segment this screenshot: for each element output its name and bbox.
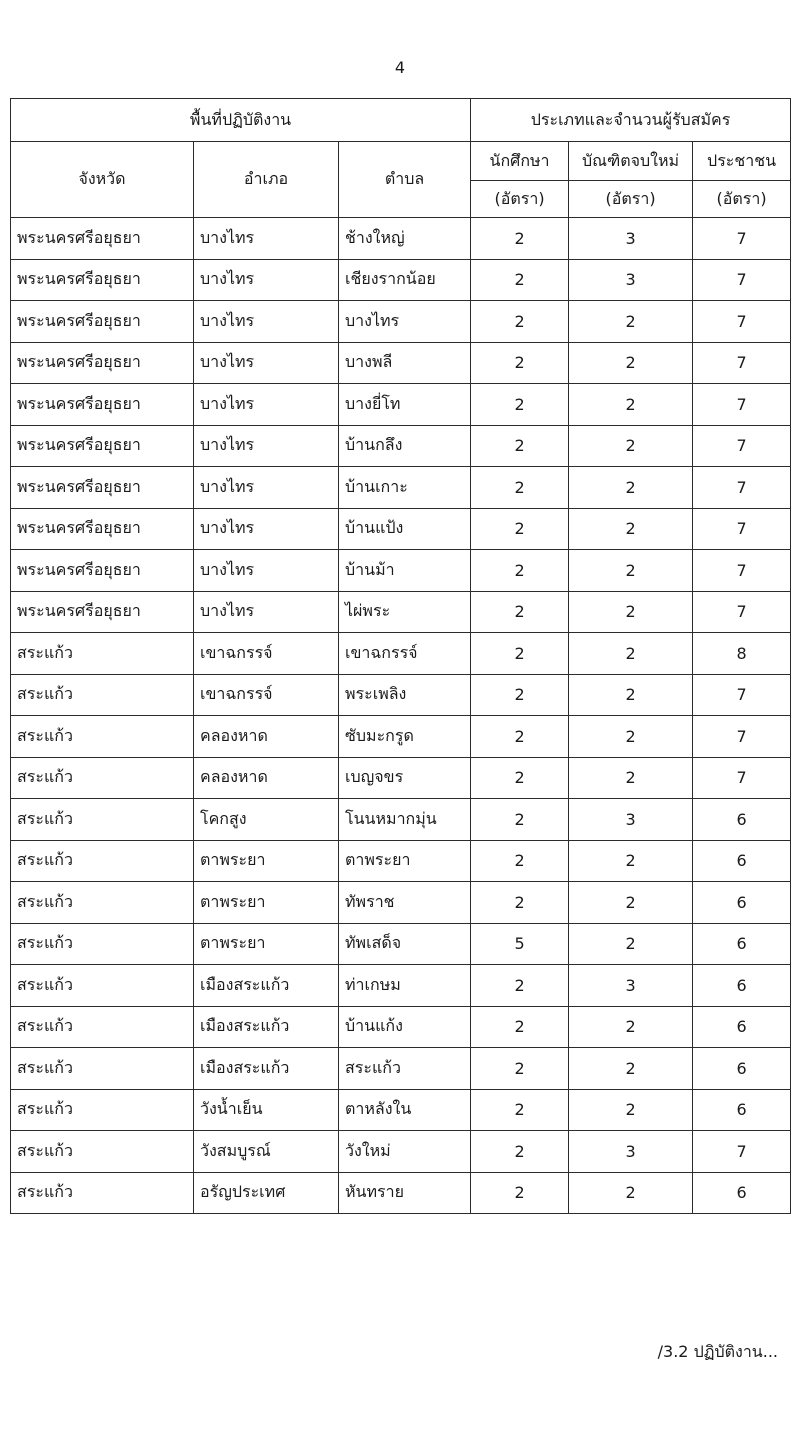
cell-province: พระนครศรีอยุธยา (11, 508, 194, 550)
cell-province: สระแก้ว (11, 840, 194, 882)
cell-student: 2 (471, 1006, 569, 1048)
cell-subdistrict: ท่าเกษม (339, 965, 471, 1007)
page-number: 4 (394, 58, 406, 77)
table-row (11, 757, 791, 799)
cell-student: 2 (471, 1172, 569, 1214)
cell-student: 2 (471, 342, 569, 384)
cell-citizen: 6 (693, 965, 791, 1007)
table-row (11, 1172, 791, 1214)
cell-citizen: 7 (693, 550, 791, 592)
cell-district: เมืองสระแก้ว (194, 965, 339, 1007)
cell-citizen: 7 (693, 384, 791, 426)
table-row (11, 550, 791, 592)
cell-district: บางไทร (194, 301, 339, 343)
cell-graduate: 2 (569, 840, 693, 882)
table-row (11, 882, 791, 924)
cell-province: พระนครศรีอยุธยา (11, 467, 194, 509)
cell-subdistrict: ตาพระยา (339, 840, 471, 882)
cell-graduate: 3 (569, 1131, 693, 1173)
cell-citizen: 7 (693, 467, 791, 509)
cell-subdistrict: เชียงรากน้อย (339, 259, 471, 301)
cell-district: เขาฉกรรจ์ (194, 674, 339, 716)
cell-subdistrict: สระแก้ว (339, 1048, 471, 1090)
cell-citizen: 7 (693, 259, 791, 301)
table-row (11, 425, 791, 467)
cell-graduate: 2 (569, 674, 693, 716)
cell-province: สระแก้ว (11, 965, 194, 1007)
table-row (11, 633, 791, 675)
cell-province: สระแก้ว (11, 1006, 194, 1048)
table-row (11, 799, 791, 841)
table-row (11, 467, 791, 509)
cell-citizen: 7 (693, 508, 791, 550)
table-row (11, 342, 791, 384)
cell-student: 2 (471, 716, 569, 758)
cell-graduate: 2 (569, 467, 693, 509)
cell-graduate: 2 (569, 882, 693, 924)
cell-citizen: 6 (693, 882, 791, 924)
cell-district: เขาฉกรรจ์ (194, 633, 339, 675)
cell-student: 2 (471, 840, 569, 882)
cell-citizen: 6 (693, 923, 791, 965)
cell-student: 2 (471, 425, 569, 467)
table-row (11, 591, 791, 633)
table-row (11, 384, 791, 426)
cell-district: คลองหาด (194, 757, 339, 799)
cell-graduate: 3 (569, 965, 693, 1007)
cell-student: 2 (471, 467, 569, 509)
cell-province: พระนครศรีอยุธยา (11, 218, 194, 260)
header-graduate-rate: (อัตรา) (569, 181, 693, 218)
cell-subdistrict: ทัพราช (339, 882, 471, 924)
cell-province: สระแก้ว (11, 633, 194, 675)
cell-subdistrict: บางไทร (339, 301, 471, 343)
table-row (11, 301, 791, 343)
cell-subdistrict: บ้านม้า (339, 550, 471, 592)
cell-district: บางไทร (194, 467, 339, 509)
cell-district: เมืองสระแก้ว (194, 1048, 339, 1090)
cell-graduate: 2 (569, 425, 693, 467)
cell-citizen: 7 (693, 757, 791, 799)
cell-subdistrict: ช้างใหญ่ (339, 218, 471, 260)
cell-citizen: 7 (693, 218, 791, 260)
cell-citizen: 7 (693, 1131, 791, 1173)
cell-citizen: 6 (693, 840, 791, 882)
cell-district: บางไทร (194, 425, 339, 467)
cell-student: 2 (471, 757, 569, 799)
table-body (11, 218, 791, 1214)
cell-province: พระนครศรีอยุธยา (11, 384, 194, 426)
cell-citizen: 6 (693, 1172, 791, 1214)
cell-subdistrict: ตาหลังใน (339, 1089, 471, 1131)
cell-citizen: 7 (693, 591, 791, 633)
cell-subdistrict: ทัพเสด็จ (339, 923, 471, 965)
cell-graduate: 2 (569, 508, 693, 550)
table-row (11, 1131, 791, 1173)
cell-district: คลองหาด (194, 716, 339, 758)
cell-province: สระแก้ว (11, 799, 194, 841)
cell-student: 2 (471, 1131, 569, 1173)
cell-subdistrict: บ้านกลึง (339, 425, 471, 467)
cell-province: สระแก้ว (11, 757, 194, 799)
cell-district: วังสมบูรณ์ (194, 1131, 339, 1173)
cell-citizen: 6 (693, 799, 791, 841)
cell-graduate: 2 (569, 1006, 693, 1048)
cell-student: 2 (471, 384, 569, 426)
cell-district: บางไทร (194, 342, 339, 384)
cell-district: บางไทร (194, 591, 339, 633)
cell-graduate: 2 (569, 1172, 693, 1214)
cell-graduate: 2 (569, 550, 693, 592)
cell-student: 5 (471, 923, 569, 965)
cell-citizen: 6 (693, 1048, 791, 1090)
cell-district: บางไทร (194, 550, 339, 592)
cell-student: 2 (471, 259, 569, 301)
table-row (11, 923, 791, 965)
cell-student: 2 (471, 591, 569, 633)
table-row (11, 674, 791, 716)
cell-district: เมืองสระแก้ว (194, 1006, 339, 1048)
cell-subdistrict: หันทราย (339, 1172, 471, 1214)
header-subdistrict: ตำบล (339, 142, 471, 218)
cell-subdistrict: พระเพลิง (339, 674, 471, 716)
cell-province: สระแก้ว (11, 674, 194, 716)
cell-district: โคกสูง (194, 799, 339, 841)
table-row (11, 259, 791, 301)
continuation-note: /3.2 ปฏิบัติงาน... (657, 1342, 778, 1361)
cell-graduate: 2 (569, 384, 693, 426)
table-row (11, 508, 791, 550)
cell-student: 2 (471, 674, 569, 716)
cell-subdistrict: บ้านแก้ง (339, 1006, 471, 1048)
cell-subdistrict: บางพลี (339, 342, 471, 384)
cell-student: 2 (471, 965, 569, 1007)
header-citizen-rate: (อัตรา) (693, 181, 791, 218)
cell-district: บางไทร (194, 218, 339, 260)
cell-district: บางไทร (194, 384, 339, 426)
cell-district: วังน้ำเย็น (194, 1089, 339, 1131)
cell-graduate: 2 (569, 301, 693, 343)
cell-graduate: 2 (569, 342, 693, 384)
cell-student: 2 (471, 1048, 569, 1090)
header-district: อำเภอ (194, 142, 339, 218)
cell-subdistrict: บ้านเกาะ (339, 467, 471, 509)
cell-citizen: 7 (693, 342, 791, 384)
header-province: จังหวัด (11, 142, 194, 218)
cell-province: สระแก้ว (11, 1048, 194, 1090)
table-row (11, 1089, 791, 1131)
cell-province: สระแก้ว (11, 882, 194, 924)
cell-province: พระนครศรีอยุธยา (11, 550, 194, 592)
table-row (11, 965, 791, 1007)
table-row (11, 218, 791, 260)
cell-subdistrict: ไผ่พระ (339, 591, 471, 633)
header-student: นักศึกษา (471, 142, 569, 181)
cell-citizen: 8 (693, 633, 791, 675)
cell-citizen: 7 (693, 674, 791, 716)
cell-province: สระแก้ว (11, 1172, 194, 1214)
cell-graduate: 2 (569, 1089, 693, 1131)
header-graduate: บัณฑิตจบใหม่ (569, 142, 693, 181)
cell-student: 2 (471, 882, 569, 924)
cell-student: 2 (471, 633, 569, 675)
cell-province: สระแก้ว (11, 1131, 194, 1173)
cell-province: พระนครศรีอยุธยา (11, 301, 194, 343)
cell-student: 2 (471, 1089, 569, 1131)
positions-table (10, 98, 791, 1214)
cell-graduate: 2 (569, 1048, 693, 1090)
cell-subdistrict: เขาฉกรรจ์ (339, 633, 471, 675)
cell-graduate: 2 (569, 633, 693, 675)
cell-district: ตาพระยา (194, 923, 339, 965)
table-row (11, 716, 791, 758)
cell-province: พระนครศรีอยุธยา (11, 591, 194, 633)
cell-province: สระแก้ว (11, 1089, 194, 1131)
cell-subdistrict: บ้านแป้ง (339, 508, 471, 550)
cell-graduate: 3 (569, 259, 693, 301)
cell-graduate: 2 (569, 923, 693, 965)
cell-citizen: 7 (693, 425, 791, 467)
cell-province: สระแก้ว (11, 716, 194, 758)
cell-graduate: 2 (569, 591, 693, 633)
cell-student: 2 (471, 301, 569, 343)
cell-citizen: 6 (693, 1089, 791, 1131)
table-row (11, 840, 791, 882)
cell-student: 2 (471, 799, 569, 841)
cell-student: 2 (471, 550, 569, 592)
cell-province: พระนครศรีอยุธยา (11, 342, 194, 384)
cell-province: พระนครศรีอยุธยา (11, 425, 194, 467)
cell-subdistrict: ซับมะกรูด (339, 716, 471, 758)
cell-district: บางไทร (194, 508, 339, 550)
cell-graduate: 2 (569, 757, 693, 799)
header-citizen: ประชาชน (693, 142, 791, 181)
cell-subdistrict: วังใหม่ (339, 1131, 471, 1173)
table-row (11, 1048, 791, 1090)
cell-subdistrict: เบญจขร (339, 757, 471, 799)
cell-district: บางไทร (194, 259, 339, 301)
header-student-rate: (อัตรา) (471, 181, 569, 218)
cell-district: อรัญประเทศ (194, 1172, 339, 1214)
table-row (11, 1006, 791, 1048)
cell-graduate: 3 (569, 218, 693, 260)
cell-graduate: 3 (569, 799, 693, 841)
header-type-count: ประเภทและจำนวนผู้รับสมัคร (471, 99, 791, 142)
header-area: พื้นที่ปฏิบัติงาน (11, 99, 471, 142)
cell-citizen: 7 (693, 301, 791, 343)
cell-subdistrict: บางยี่โท (339, 384, 471, 426)
cell-citizen: 7 (693, 716, 791, 758)
cell-subdistrict: โนนหมากมุ่น (339, 799, 471, 841)
cell-student: 2 (471, 508, 569, 550)
cell-district: ตาพระยา (194, 882, 339, 924)
cell-graduate: 2 (569, 716, 693, 758)
cell-district: ตาพระยา (194, 840, 339, 882)
cell-citizen: 6 (693, 1006, 791, 1048)
cell-province: พระนครศรีอยุธยา (11, 259, 194, 301)
cell-province: สระแก้ว (11, 923, 194, 965)
cell-student: 2 (471, 218, 569, 260)
